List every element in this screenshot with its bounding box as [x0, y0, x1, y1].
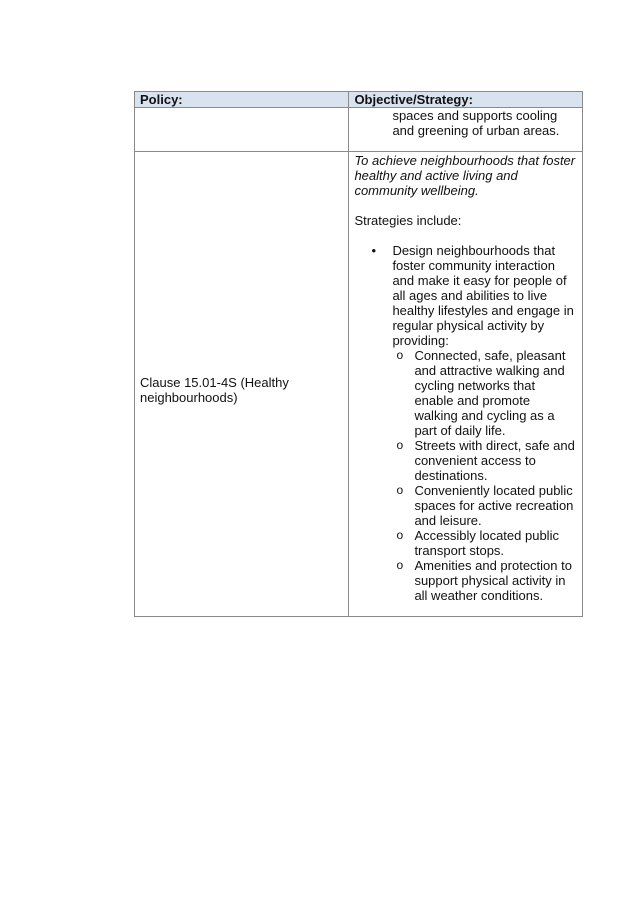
objective-statement: To achieve neighbourhoods that foster healthy and active living and community wellbeing. [354, 153, 576, 198]
bullet-icon: • [371, 243, 376, 258]
sub-strategy-text: Amenities and protection to support physical activity in all weather conditions. [414, 558, 572, 603]
strategy-item [354, 243, 577, 603]
sub-strategy-item [392, 558, 577, 603]
sub-strategy-item [392, 348, 577, 438]
strategies-label: Strategies include: [354, 213, 462, 228]
table-header-row [135, 92, 583, 108]
objective-cell [349, 152, 583, 617]
continuation-row [135, 108, 583, 152]
sub-strategy-list [392, 348, 577, 603]
sub-strategy-item [392, 438, 577, 483]
sub-strategy-text: Connected, safe, pleasant and attractive walking and cycling networks that enable and promote walking and cycling as a part of daily life. [414, 348, 566, 438]
sub-bullet-icon: o [396, 483, 404, 497]
sub-strategy-text: Accessibly located public transport stops. [414, 528, 559, 558]
strategy-text: Design neighbourhoods that foster community interaction and make it easy for people of all ages and abilities to live healthy lifestyles and engage in regular physical activity by providing: [392, 243, 574, 348]
strategy-list [354, 243, 577, 603]
sub-strategy-item [392, 483, 577, 528]
sub-bullet-icon: o [396, 558, 404, 572]
header-objective: Objective/Strategy: [349, 92, 583, 108]
table-row [135, 152, 583, 617]
sub-strategy-text: Conveniently located public spaces for active recreation and leisure. [414, 483, 574, 528]
sub-strategy-text: Streets with direct, safe and convenient access to destinations. [414, 438, 575, 483]
sub-bullet-icon: o [396, 528, 404, 542]
continuation-policy-cell [135, 108, 349, 152]
sub-bullet-icon: o [396, 348, 404, 362]
policy-cell: Clause 15.01-4S (Healthy neighbourhoods) [135, 152, 349, 617]
sub-bullet-icon: o [396, 438, 404, 452]
continuation-objective-cell [349, 108, 583, 152]
header-policy: Policy: [135, 92, 349, 108]
sub-strategy-item [392, 528, 577, 558]
continuation-text: spaces and supports cooling and greening of urban areas. [392, 108, 560, 138]
policy-table [134, 91, 583, 617]
